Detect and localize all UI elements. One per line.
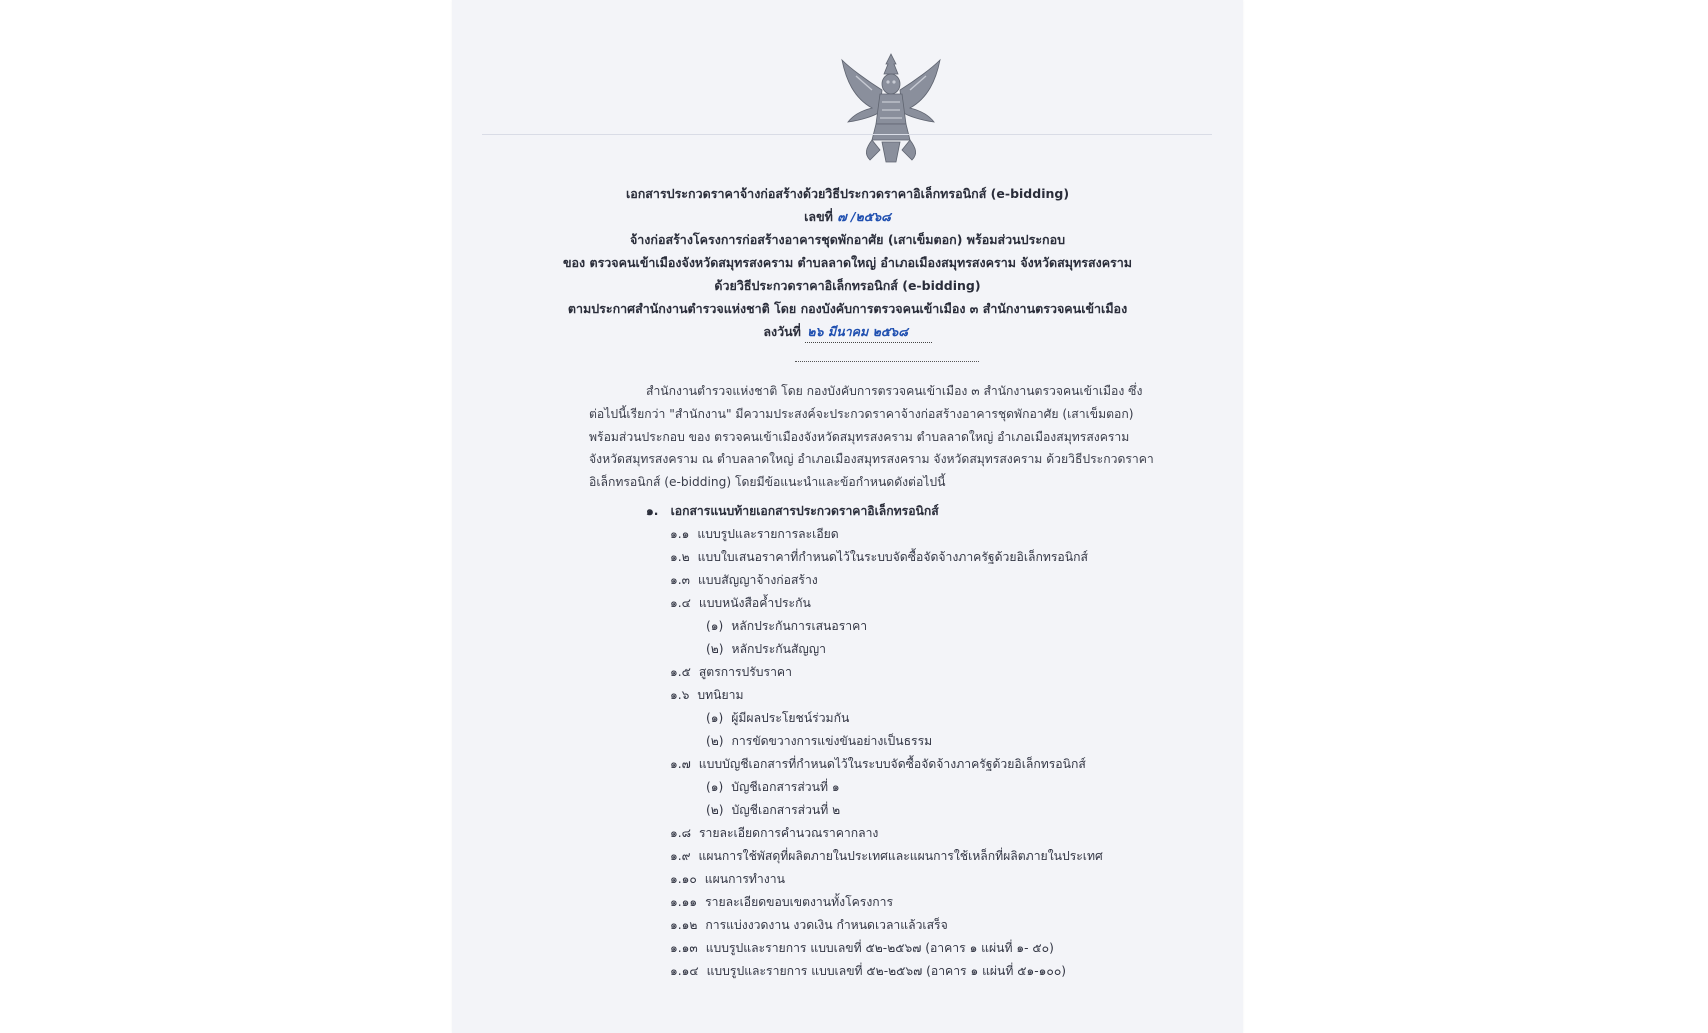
section-1-heading <box>646 502 939 521</box>
list-item: ๑.๑๔ แบบรูปและรายการ แบบเลขที่ ๕๒-๒๕๖๗ (อาคาร ๑ แผ่นที่ ๕๑-๑๐๐) <box>670 964 1067 978</box>
list-subitem: (๒) หลักประกันสัญญา <box>706 642 827 656</box>
list-subitem: (๒) บัญชีเอกสารส่วนที่ ๒ <box>706 803 841 817</box>
list-subitem: (๑) ผู้มีผลประโยชน์ร่วมกัน <box>706 711 850 725</box>
list-item: ๑.๑ แบบรูปและรายการละเอียด <box>670 527 839 541</box>
list-item: ๑.๑๓ แบบรูปและรายการ แบบเลขที่ ๕๒-๒๕๖๗ (อาคาร ๑ แผ่นที่ ๑- ๕๐) <box>670 941 1054 955</box>
doc-date-label: ลงวันที่ <box>763 324 801 339</box>
intro-line: สำนักงานตำรวจแห่งชาติ โดย กองบังคับการตรวจคนเข้าเมือง ๓ สำนักงานตรวจคนเข้าเมือง ซึ่ง <box>646 384 1143 398</box>
doc-number <box>452 207 1243 227</box>
list-subitem: (๑) บัญชีเอกสารส่วนที่ ๑ <box>706 780 840 794</box>
document-page <box>452 0 1243 1033</box>
doc-location: ของ ตรวจคนเข้าเมืองจังหวัดสมุทรสงคราม ตำบลลาดใหญ่ อำเภอเมืองสมุทรสงคราม จังหวัดสมุทรสงคราม <box>562 255 1133 270</box>
list-item: ๑.๓ แบบสัญญาจ้างก่อสร้าง <box>670 573 818 587</box>
doc-number-value: ๗ /๒๕๖๘ <box>837 209 891 224</box>
list-item: ๑.๗ แบบบัญชีเอกสารที่กำหนดไว้ในระบบจัดซื้อจัดจ้างภาครัฐด้วยอิเล็กทรอนิกส์ <box>670 757 1086 771</box>
intro-line: จังหวัดสมุทรสงคราม ณ ตำบลลาดใหญ่ อำเภอเมืองสมุทรสงคราม จังหวัดสมุทรสงคราม ด้วยวิธีประกวดราคา <box>589 452 1154 467</box>
intro-line: อิเล็กทรอนิกส์ (e-bidding) โดยมีข้อแนะนำและข้อกำหนดดังต่อไปนี้ <box>589 475 946 490</box>
list-item: ๑.๙ แผนการใช้พัสดุที่ผลิตภายในประเทศและแผนการใช้เหล็กที่ผลิตภายในประเทศ <box>670 849 1103 863</box>
intro-line: ต่อไปนี้เรียกว่า "สำนักงาน" มีความประสงค์จะประกวดราคาจ้างก่อสร้างอาคารชุดพักอาศัย (เสาเข็มตอก) <box>589 406 1134 421</box>
section-1-title: เอกสารแนบท้ายเอกสารประกวดราคาอิเล็กทรอนิกส์ <box>670 504 939 518</box>
doc-method: ด้วยวิธีประกวดราคาอิเล็กทรอนิกส์ (e-bidding) <box>714 278 981 293</box>
intro-line: พร้อมส่วนประกอบ ของ ตรวจคนเข้าเมืองจังหวัดสมุทรสงคราม ตำบลลาดใหญ่ อำเภอเมืองสมุทรสงคราม <box>589 429 1130 444</box>
list-item: ๑.๑๐ แผนการทำงาน <box>670 872 785 886</box>
list-item: ๑.๑๒ การแบ่งงวดงาน งวดเงิน กำหนดเวลาแล้วเสร็จ <box>670 918 948 932</box>
doc-date-value: ๒๖ มีนาคม ๒๕๖๘ <box>807 324 908 339</box>
doc-number-label: เลขที่ <box>804 209 833 224</box>
section-1-num: ๑. <box>646 504 659 518</box>
list-item: ๑.๔ แบบหนังสือค้ำประกัน <box>670 596 811 610</box>
doc-title: เอกสารประกวดราคาจ้างก่อสร้างด้วยวิธีประกวดราคาอิเล็กทรอนิกส์ (e-bidding) <box>625 186 1070 201</box>
list-item: ๑.๕ สูตรการปรับราคา <box>670 665 792 679</box>
garuda-emblem-icon <box>836 50 946 166</box>
doc-date <box>452 322 1243 343</box>
list-item: ๑.๑๑ รายละเอียดขอบเขตงานทั้งโครงการ <box>670 895 894 909</box>
separator-line <box>795 361 979 362</box>
doc-announcement: ตามประกาศสำนักงานตำรวจแห่งชาติ โดย กองบังคับการตรวจคนเข้าเมือง ๓ สำนักงานตรวจคนเข้าเมือง <box>567 301 1128 316</box>
top-rule <box>482 134 1212 135</box>
list-item: ๑.๘ รายละเอียดการคำนวณราคากลาง <box>670 826 879 840</box>
list-subitem: (๑) หลักประกันการเสนอราคา <box>706 619 868 633</box>
intro-paragraph <box>589 380 1169 494</box>
list-item: ๑.๒ แบบใบเสนอราคาที่กำหนดไว้ในระบบจัดซื้อจัดจ้างภาครัฐด้วยอิเล็กทรอนิกส์ <box>670 550 1088 564</box>
doc-project: จ้างก่อสร้างโครงการก่อสร้างอาคารชุดพักอาศัย (เสาเข็มตอก) พร้อมส่วนประกอบ <box>629 232 1066 247</box>
list-item: ๑.๖ บทนิยาม <box>670 688 744 702</box>
list-subitem: (๒) การขัดขวางการแข่งขันอย่างเป็นธรรม <box>706 734 933 748</box>
